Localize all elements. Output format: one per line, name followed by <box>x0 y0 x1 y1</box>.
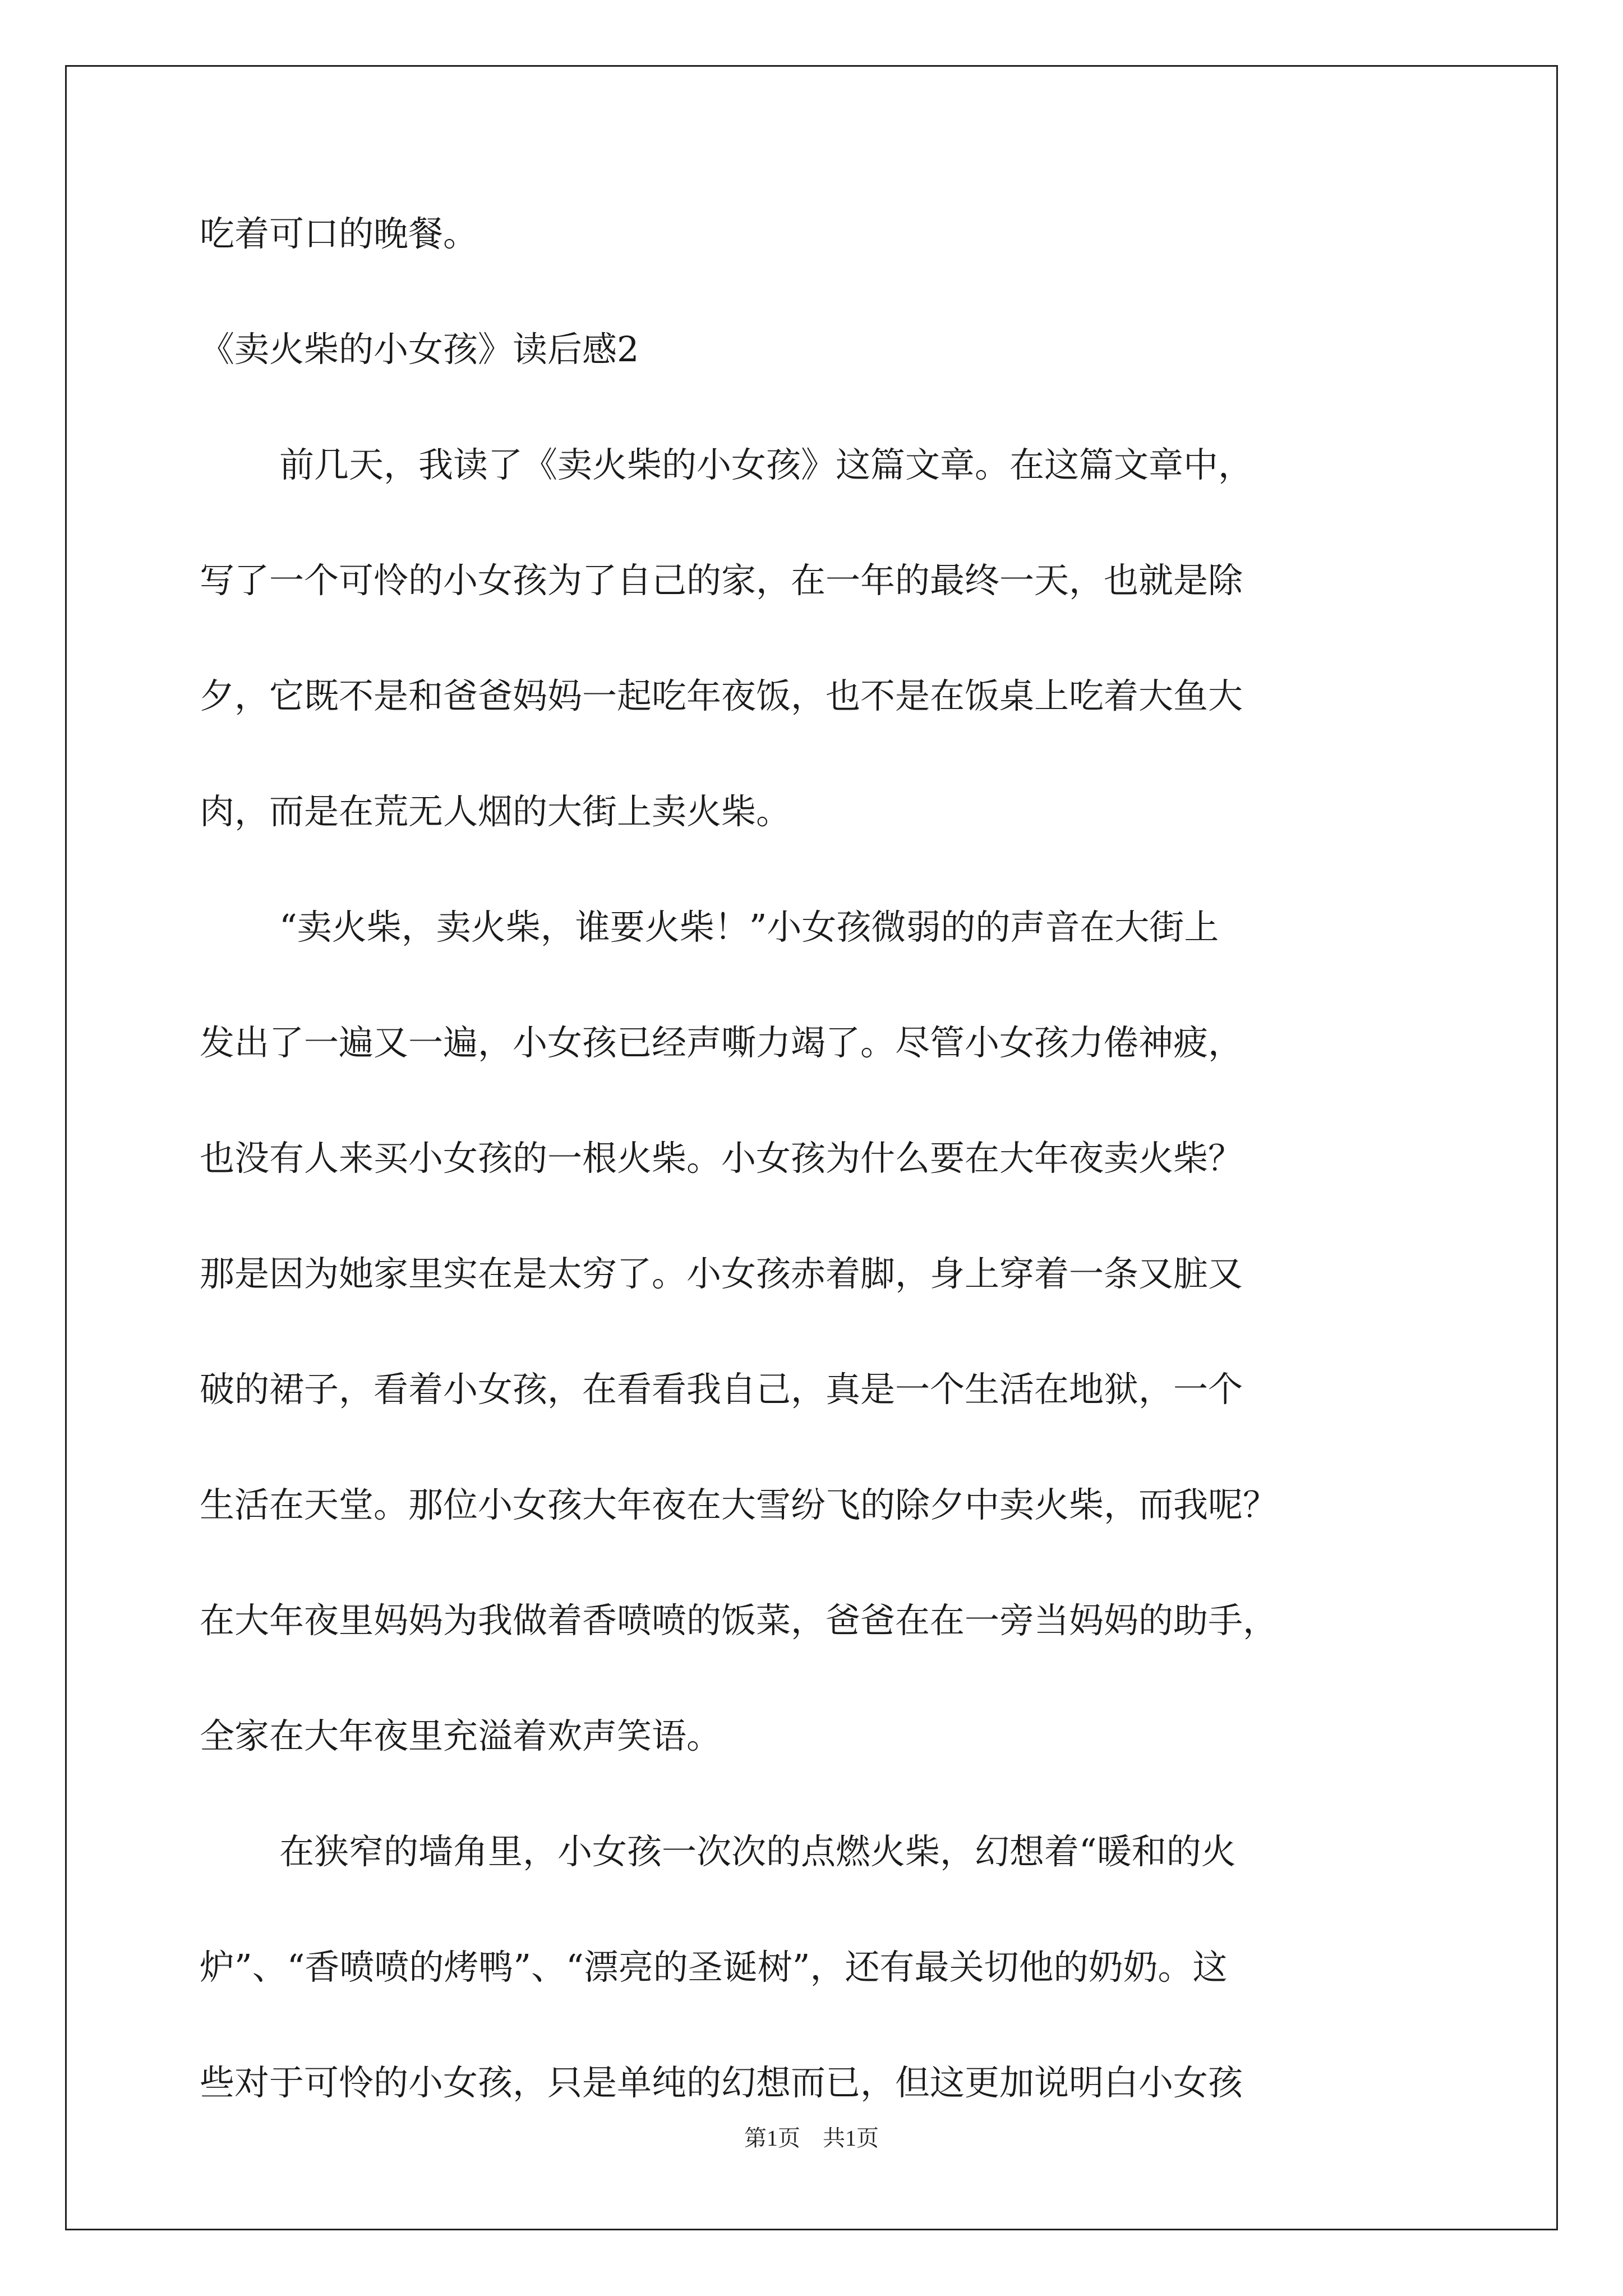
text-line: 在狭窄的墙角里，小女孩一次次的点燃火柴，幻想着“暖和的火 <box>279 1831 1236 1872</box>
text-line: 也没有人来买小女孩的一根火柴。小女孩为什么要在大年夜卖火柴？ <box>200 1138 1243 1179</box>
text-line: 破的裙子，看着小女孩，在看看我自己，真是一个生活在地狱，一个 <box>200 1369 1243 1410</box>
page-number: 第1页 共1页 <box>744 2125 879 2151</box>
text-line: 肉，而是在荒无人烟的大街上卖火柴。 <box>200 791 791 832</box>
text-line: 前几天，我读了《卖火柴的小女孩》这篇文章。在这篇文章中， <box>279 444 1253 485</box>
text-line: “卖火柴，卖火柴，谁要火柴！”小女孩微弱的的声音在大街上 <box>279 907 1219 947</box>
section-title: 《卖火柴的小女孩》读后感2 <box>200 329 639 370</box>
text-line: 发出了一遍又一遍，小女孩已经声嘶力竭了。尽管小女孩力倦神疲， <box>200 1022 1243 1063</box>
text-line: 在大年夜里妈妈为我做着香喷喷的饭菜，爸爸在在一旁当妈妈的助手， <box>200 1600 1278 1641</box>
text-line: 写了一个可怜的小女孩为了自己的家，在一年的最终一天，也就是除 <box>200 560 1243 601</box>
text-line: 生活在天堂。那位小女孩大年夜在大雪纷飞的除夕中卖火柴，而我呢？ <box>200 1484 1278 1525</box>
text-line: 炉”、“香喷喷的烤鸭”、“漂亮的圣诞树”，还有最关切他的奶奶。这 <box>200 1947 1228 1987</box>
text-line: 全家在大年夜里充溢着欢声笑语。 <box>200 1715 722 1756</box>
text-line: 夕，它既不是和爸爸妈妈一起吃年夜饭，也不是在饭桌上吃着大鱼大 <box>200 675 1243 716</box>
text-line: 吃着可口的晚餐。 <box>200 213 478 254</box>
document-body <box>200 213 1461 2104</box>
text-line: 那是因为她家里实在是太穷了。小女孩赤着脚，身上穿着一条又脏又 <box>200 1253 1243 1294</box>
text-line: 些对于可怜的小女孩，只是单纯的幻想而已，但这更加说明白小女孩 <box>200 2062 1243 2103</box>
